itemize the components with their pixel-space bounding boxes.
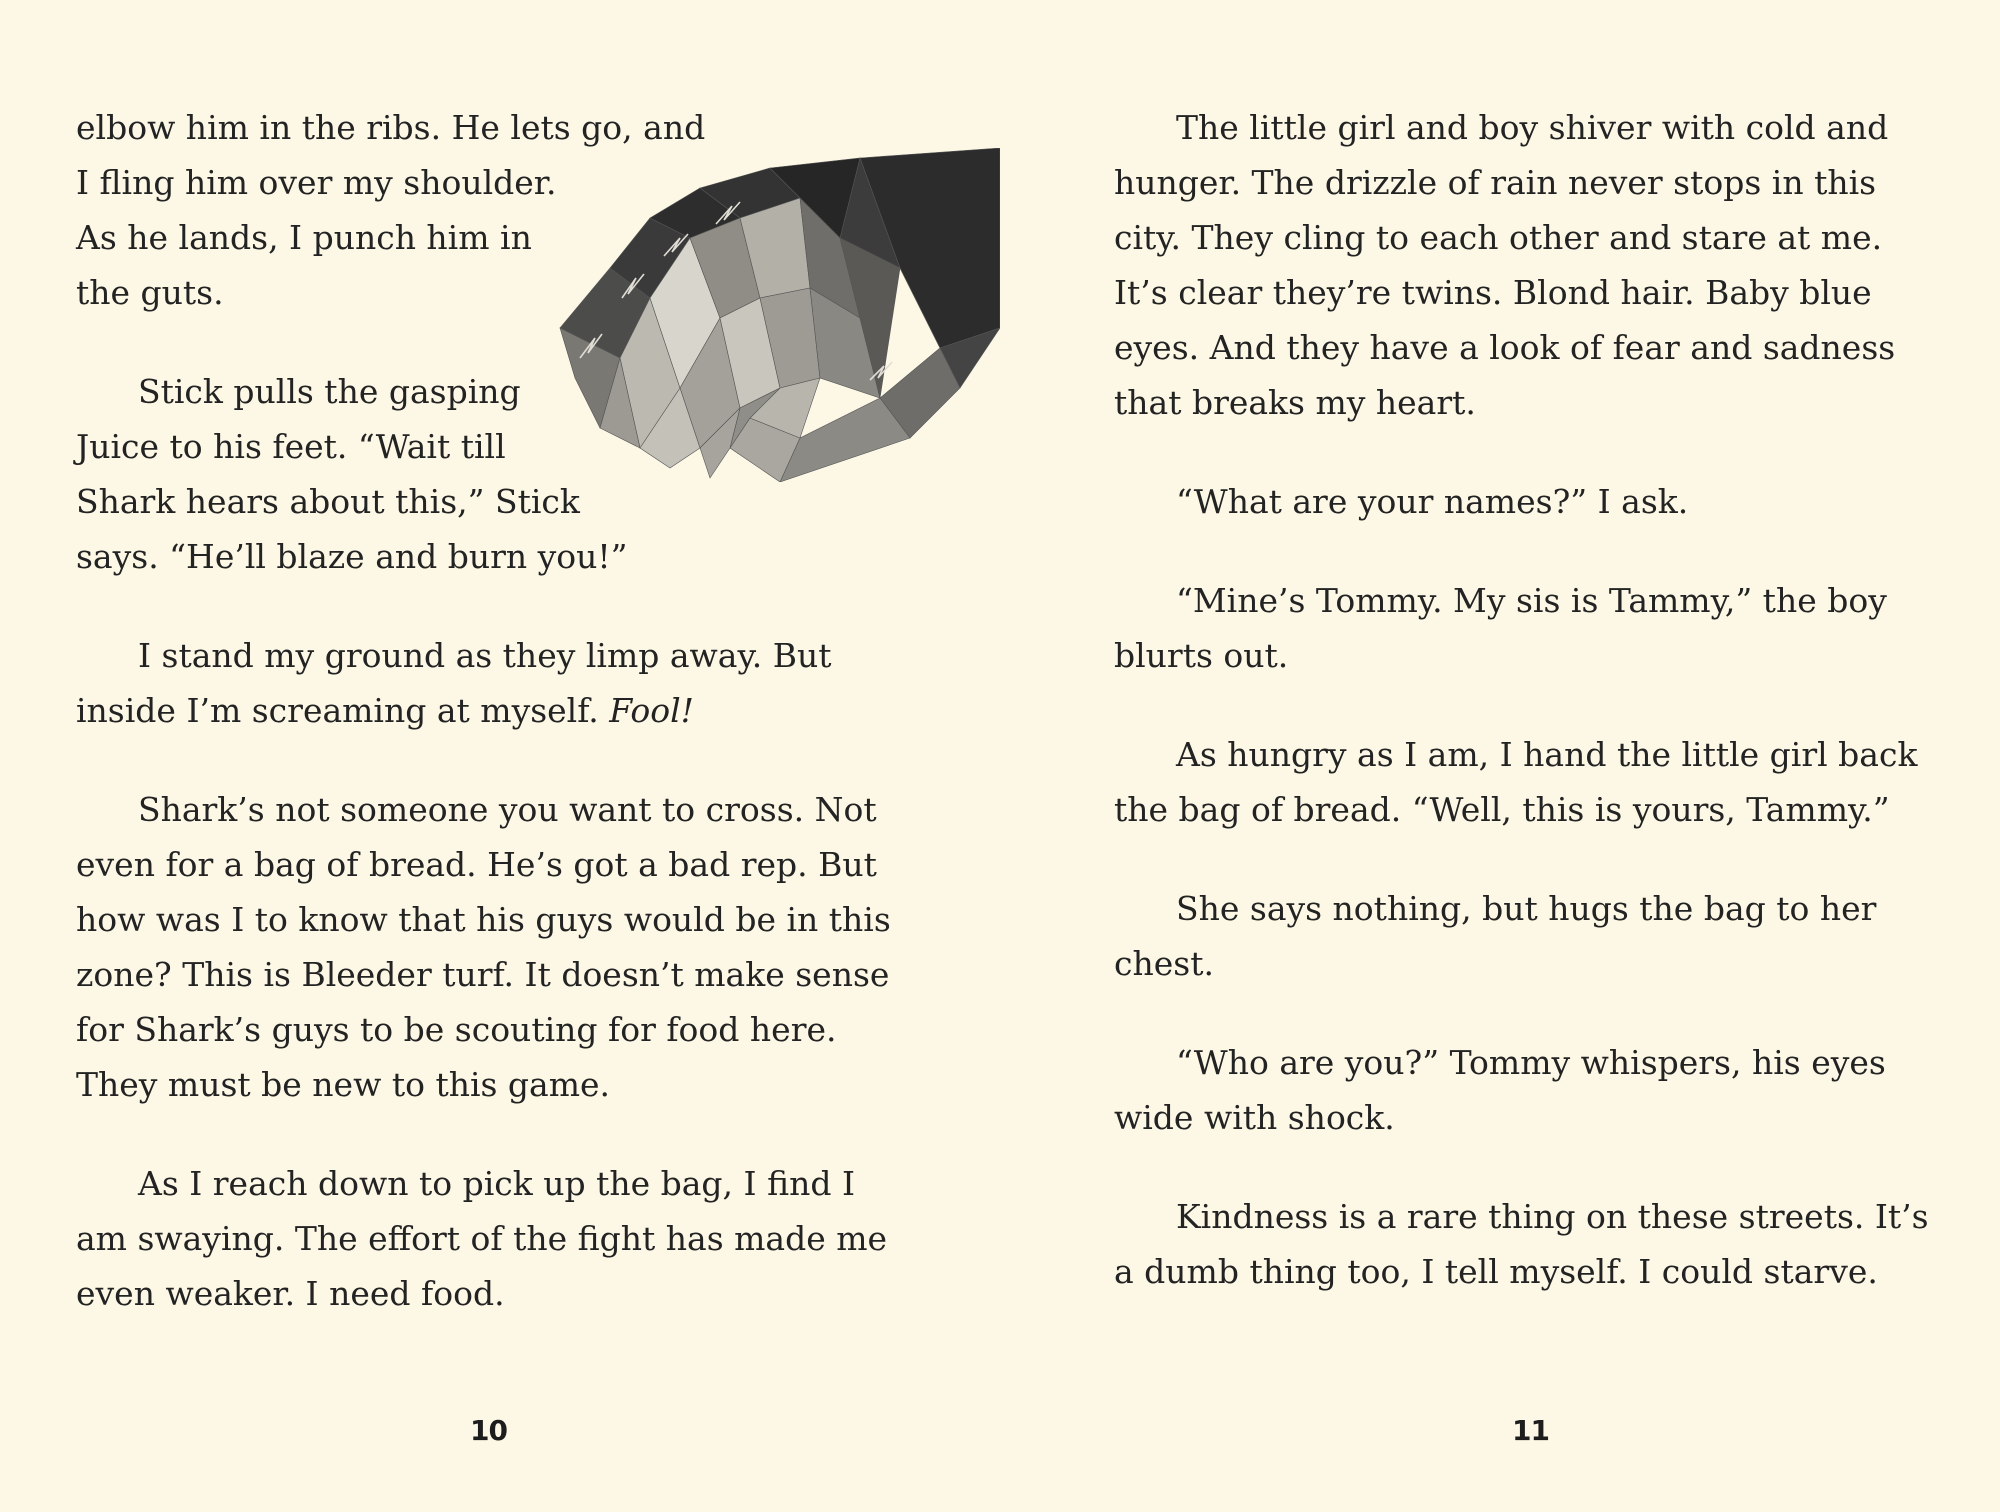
paragraph (76, 628, 896, 738)
paragraph: “Mine’s Tommy. My sis is Tammy,” the boy blurts out. (1114, 581, 1887, 675)
paragraph: As I reach down to pick up the bag, I find I am swaying. The effort of the fight has made me even weaker. I need food. (76, 1164, 888, 1313)
page-number-right: 11 (1512, 1414, 1549, 1447)
text-line: the guts. (76, 273, 224, 312)
paragraph-text: I stand my ground as they limp away. But inside I’m screaming at myself. (76, 636, 832, 730)
text-line: elbow him in the ribs. He lets go, and (76, 108, 706, 147)
page-number-left: 10 (470, 1414, 507, 1447)
text-line: Shark hears about this,” Stick (76, 482, 580, 521)
polygonal-fist-illustration (540, 148, 1000, 482)
paragraph: She says nothing, but hugs the bag to her chest. (1114, 889, 1877, 983)
text-line: Stick pulls the gasping (138, 372, 521, 411)
text-line: As he lands, I punch him in (76, 218, 532, 257)
emphasis-text: Fool! (609, 691, 694, 730)
text-line: says. “He’ll blaze and burn you!” (76, 537, 628, 576)
text-line: I fling him over my shoulder. (76, 163, 557, 202)
paragraph: Shark’s not someone you want to cross. Not even for a bag of bread. He’s got a bad rep. But how was I to know that his guys would be in this zone? This is Bleeder turf. It doesn’t make sense for Shark’s guys to be scouting for food here. They must be new to this game. (76, 790, 891, 1104)
paragraph: “What are your names?” I ask. (1176, 482, 1689, 521)
text-line: Juice to his feet. “Wait till (76, 427, 506, 466)
paragraph: The little girl and boy shiver with cold and hunger. The drizzle of rain never stops in this city. They cling to each other and stare at me. It’s clear they’re twins. Blond hair. Baby blue eyes. And they have a look of fear and sadness that breaks my heart. (1114, 108, 1896, 422)
paragraph: As hungry as I am, I hand the little girl back the bag of bread. “Well, this is yours, Tammy.” (1114, 735, 1918, 829)
paragraph: “Who are you?” Tommy whispers, his eyes wide with shock. (1114, 1043, 1886, 1137)
paragraph: Kindness is a rare thing on these streets. It’s a dumb thing too, I tell myself. I could starve. (1114, 1197, 1929, 1291)
right-page (1114, 100, 1944, 1343)
